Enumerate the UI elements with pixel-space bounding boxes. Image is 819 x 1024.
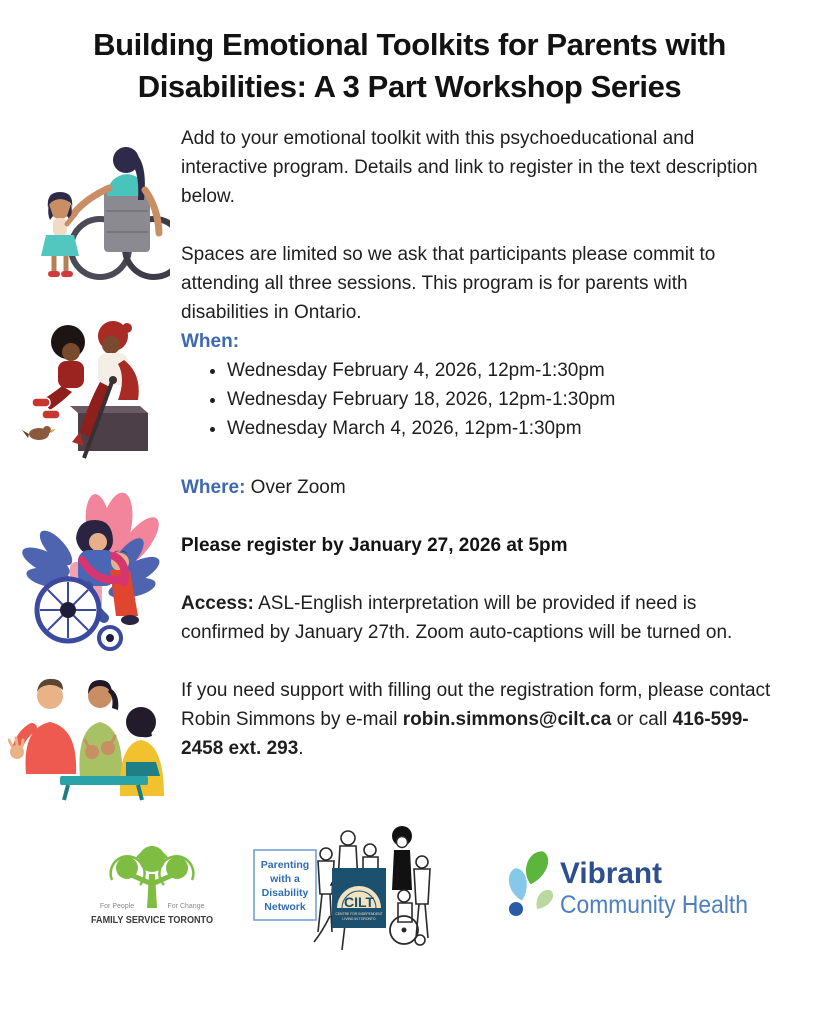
where-value: Over Zoom bbox=[245, 477, 346, 498]
support-text-3: . bbox=[298, 738, 304, 759]
contact-phone: 416-599-2458 ext. 293 bbox=[181, 709, 749, 759]
flyer-body bbox=[181, 124, 773, 763]
session-date-3: • Wednesday March 4, 2026, 12pm-1:30pm bbox=[227, 414, 773, 443]
page-title bbox=[0, 24, 819, 108]
parenting-with-a-disability-network-logo bbox=[252, 820, 440, 958]
page-title-line2: Disabilities: A 3 Part Workshop Series bbox=[137, 69, 682, 104]
access-paragraph bbox=[181, 589, 773, 647]
support-text-1: If you need support with filling out the registration form, please contact Robin Simmons by e-mail bbox=[181, 680, 771, 730]
session-date-list bbox=[181, 356, 773, 443]
access-text: ASL-English interpretation will be provided if need is confirmed by January 27th. Zoom auto-captions will be turned on. bbox=[181, 593, 733, 643]
winged-wheelchair-hug-illustration bbox=[12, 490, 170, 662]
where-heading: Where: bbox=[181, 477, 246, 498]
when-heading: When: bbox=[181, 331, 240, 352]
parent-in-wheelchair-with-child-illustration bbox=[12, 138, 170, 290]
support-text-2: or call bbox=[611, 709, 673, 730]
page-title-line1: Building Emotional Toolkits for Parents with bbox=[93, 27, 726, 62]
registration-deadline: Please register by January 27, 2026 at 5pm bbox=[181, 535, 568, 556]
where-line bbox=[181, 473, 773, 502]
fst-logo-name: FAMILY SERVICE TORONTO bbox=[91, 915, 214, 926]
cilt-logo bbox=[332, 868, 386, 928]
intro-paragraph-2: Spaces are limited so we ask that participants please commit to attending all three sessions. This program is for parents with disabilities in Ontario. bbox=[181, 244, 716, 323]
cilt-acronym: CILT bbox=[343, 894, 375, 910]
access-label: Access: bbox=[181, 593, 254, 614]
pdn-label-line2: with a bbox=[270, 873, 300, 885]
fst-tagline-right: For Change bbox=[167, 903, 205, 910]
cilt-subtext-2: LIVING IN TORONTO bbox=[342, 917, 376, 921]
vibrant-logo-name: Vibrant bbox=[560, 857, 662, 890]
session-date-1: • Wednesday February 4, 2026, 12pm-1:30pm bbox=[227, 356, 773, 385]
vibrant-logo-subtitle: Community Health bbox=[560, 891, 748, 919]
pdn-label-line4: Network bbox=[264, 901, 306, 913]
parent-and-child-sitting-illustration bbox=[14, 312, 156, 470]
contact-email: robin.simmons@cilt.ca bbox=[402, 709, 612, 730]
pdn-label-line1: Parenting bbox=[260, 859, 310, 871]
session-date-2: • Wednesday February 18, 2026, 12pm-1:30pm bbox=[227, 385, 773, 414]
sign-language-conversation-illustration bbox=[8, 666, 166, 804]
cilt-subtext-1: CENTRE FOR INDEPENDENT bbox=[335, 912, 383, 916]
vibrant-community-health-logo bbox=[502, 843, 752, 929]
family-service-toronto-logo bbox=[84, 836, 219, 928]
fst-tagline-left: For People bbox=[99, 903, 135, 910]
intro-paragraph-1: Add to your emotional toolkit with this psychoeducational and interactive program. Details and link to register in the text description below. bbox=[181, 128, 758, 207]
pdn-label-line3: Disability bbox=[261, 887, 309, 899]
support-paragraph bbox=[181, 676, 773, 763]
